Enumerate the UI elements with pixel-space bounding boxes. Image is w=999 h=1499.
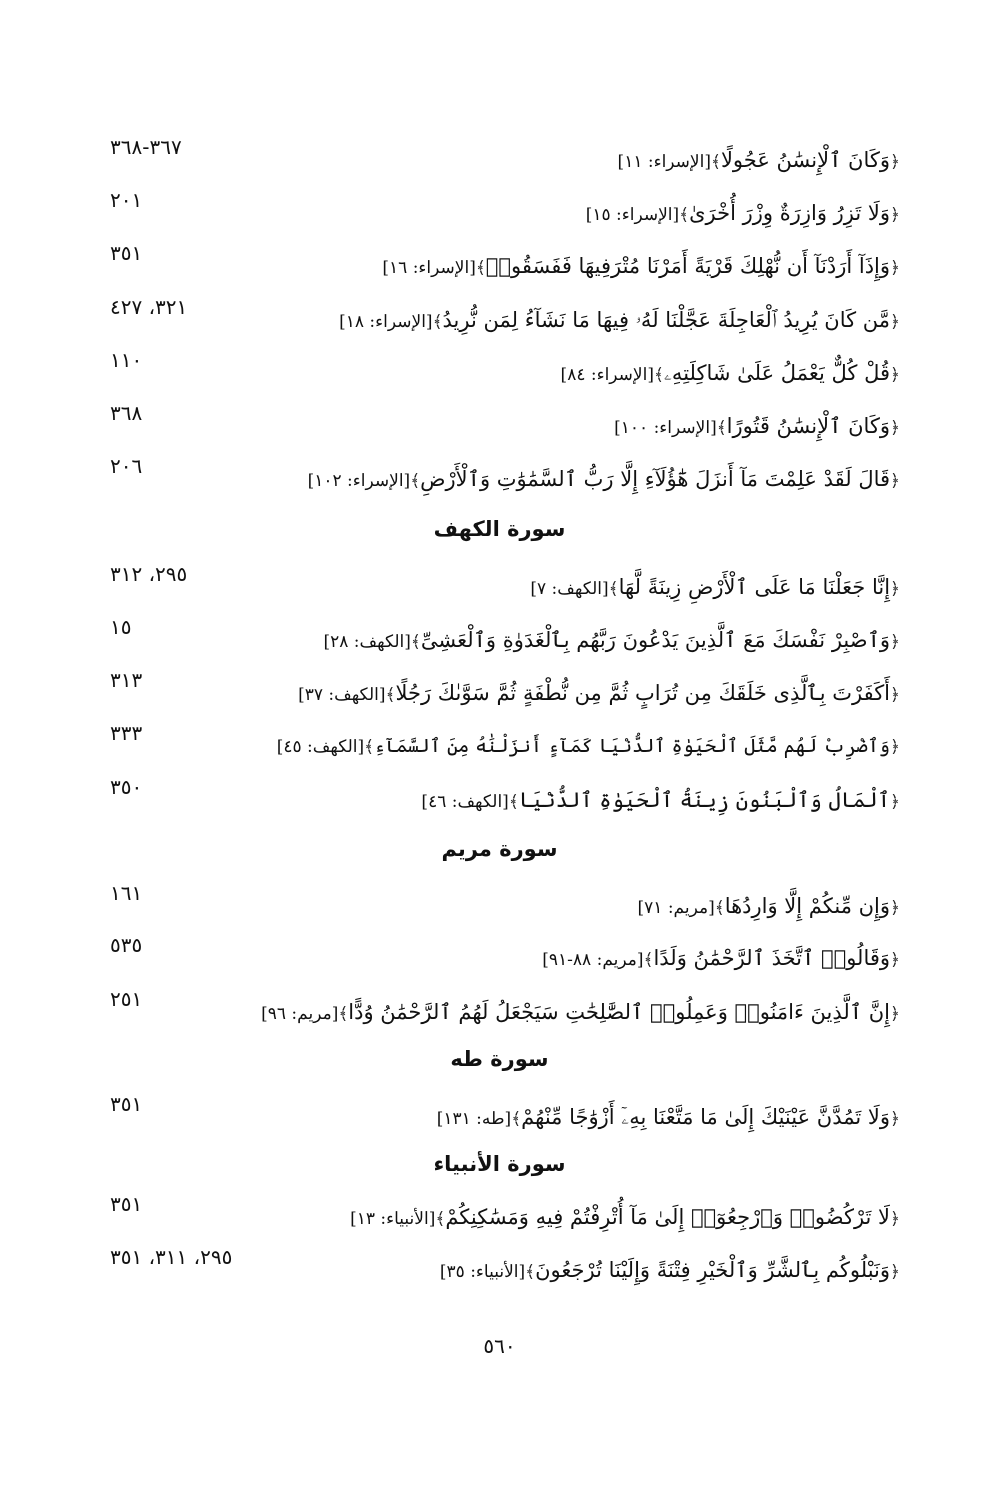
ornament-open-icon: ﴿ [890, 898, 900, 918]
verse-text [298, 673, 900, 715]
verse-citation: [مريم: ٧١] [637, 898, 715, 918]
verse-text [530, 567, 900, 609]
verse-entry [110, 668, 900, 713]
verse-citation: [الأنبياء: ٣٥] [439, 1262, 526, 1282]
ornament-open-icon: ﴿ [890, 792, 900, 812]
verse-text [382, 246, 900, 288]
verse-citation: [الكهف: ٢٨] [323, 632, 411, 652]
page-references: ٣٥٠ [110, 775, 143, 799]
page-references: ٣٦٧-٣٦٨ [110, 135, 182, 159]
ornament-open-icon: ﴿ [890, 685, 900, 705]
ornament-open-icon: ﴿ [890, 365, 900, 385]
ornament-open-icon: ﴿ [890, 418, 900, 438]
ornament-open-icon: ﴿ [890, 950, 900, 970]
verse-entry [110, 562, 900, 607]
verse-quote: إِنَّا جَعَلْنَا مَا عَلَى ٱلْأَرْضِ زِينَةً لَّهَا [618, 575, 891, 599]
verse-entry [110, 295, 900, 340]
ornament-close-icon: ﴾ [475, 258, 486, 278]
page-references: ٣٦٨ [110, 401, 143, 425]
ornament-open-icon: ﴿ [890, 205, 900, 225]
verse-entry [110, 188, 900, 233]
verse-citation: [الإسراء: ١٥] [585, 205, 680, 225]
page-references: ٢٩٥، ٣١١، ٣٥١ [110, 1245, 233, 1269]
page-references: ٣٥١ [110, 1092, 143, 1116]
verse-text [308, 459, 900, 501]
verse-citation: [الكهف: ٣٧] [298, 685, 386, 705]
verse-citation: [الأنبياء: ١٣] [350, 1209, 436, 1229]
ornament-open-icon: ﴿ [890, 737, 900, 757]
ornament-close-icon: ﴾ [710, 152, 721, 172]
verse-quote: قُلْ كُلٌّ يَعْمَلُ عَلَىٰ شَاكِلَتِهِۦ [663, 361, 891, 385]
verse-text [561, 353, 900, 395]
verse-quote: وَلَا تَمُدَّنَّ عَيْنَيْكَ إِلَىٰ مَا مَتَّعْنَا بِهِۦٓ أَزْوَٰجًا مِّنْهُمْ [521, 1105, 891, 1129]
ornament-close-icon: ﴾ [432, 312, 443, 332]
verse-entry [110, 615, 900, 660]
ornament-open-icon: ﴿ [890, 1004, 900, 1024]
ornament-close-icon: ﴾ [608, 579, 619, 599]
verse-text [437, 1097, 900, 1139]
verse-quote: أَكَفَرْتَ بِٱلَّذِى خَلَقَكَ مِن تُرَابٍ ثُمَّ مِن نُّطْفَةٍ ثُمَّ سَوَّىٰكَ رَجُلًا [395, 681, 891, 705]
page-references: ٣٢١، ٤٢٧ [110, 295, 188, 319]
verse-citation: [طه: ١٣١] [436, 1109, 512, 1129]
ornament-open-icon: ﴿ [890, 1209, 900, 1229]
verse-text [440, 1250, 900, 1292]
verse-entry [110, 348, 900, 393]
verse-entry [110, 721, 900, 766]
verse-quote: وَلَا تَزِرُ وَازِرَةٌ وِزْرَ أُخْرَىٰ [689, 201, 891, 225]
verse-entry [110, 454, 900, 499]
verse-citation: [الإسراء: ١٦] [382, 258, 476, 278]
verse-citation: [الإسراء: ١١] [617, 152, 711, 172]
page-references: ٣٣٣ [110, 721, 143, 745]
ornament-open-icon: ﴿ [890, 152, 900, 172]
ornament-close-icon: ﴾ [679, 205, 690, 225]
page-references: ٣٥١ [110, 1192, 143, 1216]
verse-text [323, 620, 900, 662]
verse-citation: [الكهف: ٧] [530, 579, 609, 599]
page-references: ٢٠١ [110, 188, 143, 212]
verse-entry [110, 401, 900, 446]
ornament-close-icon: ﴾ [716, 418, 727, 438]
verse-citation: [الإسراء: ١٨] [339, 312, 433, 332]
page-references: ٣٥١ [110, 241, 143, 265]
ornament-open-icon: ﴿ [890, 632, 900, 652]
page-references: ٢٥١ [110, 987, 143, 1011]
ornament-open-icon: ﴿ [890, 258, 900, 278]
surah-heading: سورة طه [450, 1047, 549, 1071]
surah-heading: سورة الكهف [433, 517, 566, 541]
verse-text [277, 726, 900, 767]
page-references: ٥٣٥ [110, 933, 143, 957]
page-references: ١١٠ [110, 348, 143, 372]
ornament-close-icon: ﴾ [643, 950, 654, 970]
verse-text [261, 992, 900, 1034]
verse-text [421, 780, 900, 822]
verse-quote: وَٱصْبِرْ نَفْسَكَ مَعَ ٱلَّذِينَ يَدْعُونَ رَبَّهُم بِٱلْغَدَوٰةِ وَٱلْعَشِىِّ [420, 628, 891, 652]
verse-quote: قَالَ لَقَدْ عَلِمْتَ مَآ أَنزَلَ هَٰٓؤُلَآءِ إِلَّا رَبُّ ٱلسَّمَٰوَٰتِ وَٱلْأَرْضِ [420, 467, 891, 491]
verse-quote: وَنَبْلُوكُم بِٱلشَّرِّ وَٱلْخَيْرِ فِتْنَةً وَإِلَيْنَا تُرْجَعُونَ [535, 1258, 891, 1282]
verse-entry [110, 1192, 900, 1237]
ornament-close-icon: ﴾ [364, 737, 375, 757]
verse-quote: وَقَالُوا۟ ٱتَّخَذَ ٱلرَّحْمَٰنُ وَلَدًا [653, 946, 891, 970]
page-references: ١٦١ [110, 881, 143, 905]
page-references: ٣١٣ [110, 668, 143, 692]
verse-quote: وَٱضْرِبْ لَهُم مَّثَلَ ٱلْحَيَوٰةِ ٱلدُّنْيَا كَمَآءٍ أَنزَلْنَٰهُ مِنَ ٱلسَّمَآءِ [374, 735, 891, 757]
verse-citation: [الكهف: ٤٦] [421, 792, 509, 812]
verse-quote: ٱلْمَالُ وَٱلْبَنُونَ زِينَةُ ٱلْحَيَوٰةِ ٱلدُّنْيَا [518, 788, 891, 812]
verse-citation: [الكهف: ٤٥] [276, 737, 365, 757]
page-references: ٢٩٥، ٣١٢ [110, 562, 188, 586]
verse-entry [110, 135, 900, 180]
verse-text [350, 1197, 900, 1239]
ornament-open-icon: ﴿ [890, 579, 900, 599]
verse-citation: [الإسراء: ١٠٠] [614, 418, 717, 438]
ornament-open-icon: ﴿ [890, 1109, 900, 1129]
verse-entry [110, 241, 900, 286]
verse-quote: وَكَانَ ٱلْإِنسَٰنُ عَجُولًا [720, 148, 891, 172]
ornament-close-icon: ﴾ [714, 898, 725, 918]
ornament-close-icon: ﴾ [511, 1109, 522, 1129]
ornament-close-icon: ﴾ [385, 685, 396, 705]
verse-entry [110, 1092, 900, 1137]
verse-quote: لَا تَرْكُضُوا۟ وَٱرْجِعُوٓا۟ إِلَىٰ مَآ أُتْرِفْتُمْ فِيهِ وَمَسَٰكِنِكُمْ [445, 1205, 891, 1229]
ornament-open-icon: ﴿ [890, 1262, 900, 1282]
page-references: ١٥ [110, 615, 132, 639]
verse-text [339, 300, 900, 342]
ornament-open-icon: ﴿ [890, 471, 900, 491]
verse-text [586, 193, 900, 235]
ornament-close-icon: ﴾ [653, 365, 664, 385]
verse-quote: مَّن كَانَ يُرِيدُ ٱلْعَاجِلَةَ عَجَّلْنَا لَهُۥ فِيهَا مَا نَشَآءُ لِمَن نُّرِيدُ [442, 308, 891, 332]
verse-citation: [الإسراء: ١٠٢] [307, 471, 411, 491]
ornament-close-icon: ﴾ [525, 1262, 536, 1282]
verse-entry [110, 1245, 900, 1290]
verse-quote: وَكَانَ ٱلْإِنسَٰنُ قَتُورًا [726, 414, 891, 438]
verse-citation: [مريم: ٩٦] [261, 1004, 339, 1024]
verse-entry [110, 987, 900, 1032]
page-number: ٥٦٠ [483, 1334, 516, 1358]
verse-entry [110, 933, 900, 978]
verse-citation: [الإسراء: ٨٤] [560, 365, 654, 385]
verse-citation: [مريم: ٨٨-٩١] [542, 950, 644, 970]
verse-text [618, 140, 900, 182]
surah-heading: سورة مريم [441, 837, 558, 861]
verse-quote: إِنَّ ٱلَّذِينَ ءَامَنُوا۟ وَعَمِلُوا۟ ٱلصَّٰلِحَٰتِ سَيَجْعَلُ لَهُمُ ٱلرَّحْمَٰنُ وُدًّا [348, 1000, 891, 1024]
verse-quote: وَإِذَآ أَرَدْنَآ أَن نُّهْلِكَ قَرْيَةً أَمَرْنَا مُتْرَفِيهَا فَفَسَقُوا۟ [485, 254, 891, 278]
verse-entry [110, 881, 900, 926]
ornament-close-icon: ﴾ [410, 471, 421, 491]
ornament-close-icon: ﴾ [435, 1209, 446, 1229]
verse-quote: وَإِن مِّنكُمْ إِلَّا وَارِدُهَا [724, 894, 891, 918]
ornament-close-icon: ﴾ [338, 1004, 349, 1024]
ornament-close-icon: ﴾ [508, 792, 519, 812]
ornament-close-icon: ﴾ [410, 632, 421, 652]
verse-text [638, 886, 900, 928]
surah-heading: سورة الأنبياء [433, 1152, 566, 1176]
verse-text [614, 406, 900, 448]
page-references: ٢٠٦ [110, 454, 143, 478]
ornament-open-icon: ﴿ [890, 312, 900, 332]
verse-entry [110, 775, 900, 820]
verse-text [542, 938, 900, 980]
